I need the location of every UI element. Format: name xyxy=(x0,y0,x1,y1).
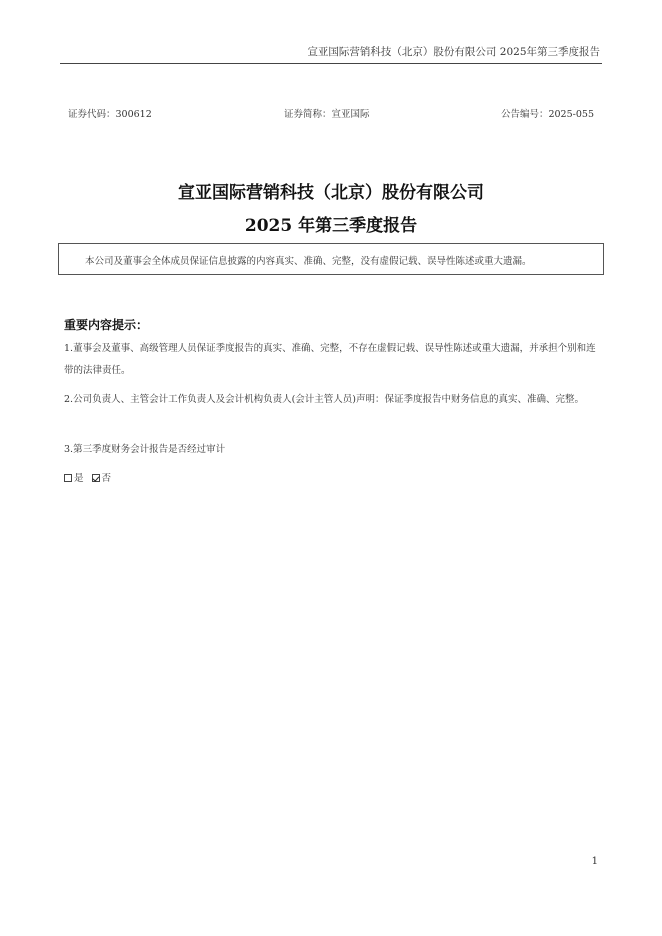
important-heading: 重要内容提示： xyxy=(64,318,149,332)
announcement-number: 公告编号：2025-055 xyxy=(500,109,594,120)
yes-checkbox[interactable] xyxy=(64,474,72,482)
important-item-2: 2.公司负责人、主管会计工作负责人及会计机构负责人(会计主管人员)声明：保证季度报告中财务信息的真实、准确、完整。 xyxy=(64,394,584,405)
no-checkbox[interactable] xyxy=(92,474,100,482)
no-label: 否 xyxy=(101,473,112,484)
page-number: 1 xyxy=(591,856,598,867)
security-code: 证券代码：300612 xyxy=(68,109,152,120)
statement-box xyxy=(58,243,604,275)
important-item-3: 3.第三季度财务会计报告是否经过审计 xyxy=(64,444,226,455)
important-item-1: 1.董事会及董事、高级管理人员保证季度报告的真实、准确、完整，不存在虚假记载、误导性陈述或重大遗漏，并承担个别和连带的法律责任。 xyxy=(64,343,596,376)
header-title: 宣亚国际营销科技（北京）股份有限公司 2025年第三季度报告 xyxy=(307,46,600,58)
audit-options xyxy=(64,468,599,490)
security-info-row xyxy=(68,106,594,120)
security-abbreviation: 证券简称：宣亚国际 xyxy=(284,109,370,120)
company-title: 宣亚国际营销科技（北京）股份有限公司 xyxy=(178,183,484,203)
yes-label: 是 xyxy=(74,473,84,484)
statement-text: 本公司及董事会全体成员保证信息披露的内容真实、准确、完整，没有虚假记载、误导性陈述或重大遗漏。 xyxy=(85,256,532,267)
header-divider xyxy=(60,63,602,64)
report-title: 2025 年第三季度报告 xyxy=(244,216,418,236)
